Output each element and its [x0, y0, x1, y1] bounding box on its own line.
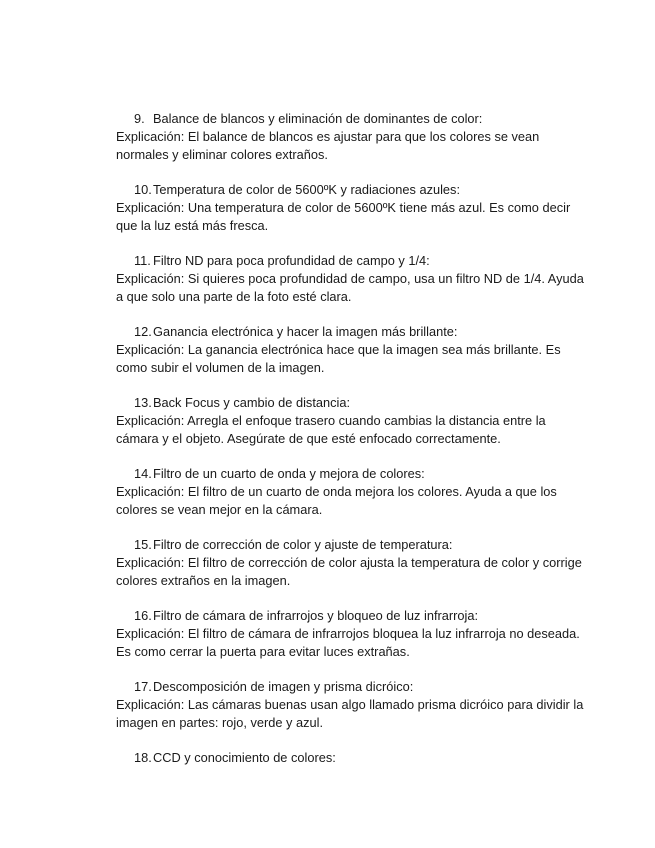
item-number: 14. [134, 466, 152, 481]
item-number: 18. [134, 750, 152, 765]
list-item [116, 110, 586, 164]
item-explanation: Explicación: Una temperatura de color de 5600ºK tiene más azul. Es como decir que la luz está más fresca. [116, 200, 571, 233]
item-number: 17. [134, 679, 152, 694]
item-explanation: Explicación: El filtro de cámara de infrarrojos bloquea la luz infrarroja no deseada. Es como cerrar la puerta para evitar luces extrañas. [116, 626, 580, 659]
item-heading [116, 323, 586, 341]
list-item [116, 181, 586, 235]
item-title: Ganancia electrónica y hacer la imagen más brillante: [153, 324, 458, 339]
item-explanation: Explicación: El filtro de corrección de color ajusta la temperatura de color y corrige colores extraños en la imagen. [116, 555, 582, 588]
item-title: Descomposición de imagen y prisma dicróico: [153, 679, 414, 694]
item-explanation: Explicación: El filtro de un cuarto de onda mejora los colores. Ayuda a que los colores se vean mejor en la cámara. [116, 484, 557, 517]
item-number: 16. [134, 608, 152, 623]
item-explanation: Explicación: Arregla el enfoque trasero cuando cambias la distancia entre la cámara y el objeto. Asegúrate de que esté enfocado correctamente. [116, 413, 546, 446]
item-explanation: Explicación: La ganancia electrónica hace que la imagen sea más brillante. Es como subir el volumen de la imagen. [116, 342, 561, 375]
item-title: Filtro de corrección de color y ajuste de temperatura: [153, 537, 453, 552]
item-title: Back Focus y cambio de distancia: [153, 395, 351, 410]
item-explanation: Explicación: Las cámaras buenas usan algo llamado prisma dicróico para dividir la imagen en partes: rojo, verde y azul. [116, 697, 584, 730]
item-heading [116, 749, 586, 767]
item-heading [116, 394, 586, 412]
item-explanation: Explicación: Si quieres poca profundidad de campo, usa un filtro ND de 1/4. Ayuda a que solo una parte de la foto esté clara. [116, 271, 584, 304]
item-title: Filtro de un cuarto de onda y mejora de colores: [153, 466, 425, 481]
item-title: Temperatura de color de 5600ºK y radiaciones azules: [153, 182, 460, 197]
list-item [116, 607, 586, 661]
item-number: 15. [134, 537, 152, 552]
item-heading [116, 181, 586, 199]
list-item [116, 252, 586, 306]
item-heading [116, 110, 586, 128]
list-item [116, 678, 586, 732]
list-item [116, 323, 586, 377]
item-heading [116, 607, 586, 625]
item-title: CCD y conocimiento de colores: [153, 750, 336, 765]
item-number: 11. [134, 253, 151, 268]
item-number: 13. [134, 395, 152, 410]
list-item [116, 536, 586, 590]
item-number: 10. [134, 182, 152, 197]
item-heading [116, 536, 586, 554]
numbered-list [116, 110, 586, 784]
item-title: Filtro ND para poca profundidad de campo y 1/4: [153, 253, 430, 268]
list-item [116, 394, 586, 448]
item-number: 12. [134, 324, 152, 339]
item-heading [116, 465, 586, 483]
item-title: Filtro de cámara de infrarrojos y bloqueo de luz infrarroja: [153, 608, 479, 623]
item-explanation: Explicación: El balance de blancos es ajustar para que los colores se vean normales y eliminar colores extraños. [116, 129, 540, 162]
item-title: Balance de blancos y eliminación de dominantes de color: [153, 111, 483, 126]
list-item [116, 465, 586, 519]
item-heading [116, 252, 586, 270]
item-heading [116, 678, 586, 696]
item-number: 9. [134, 111, 145, 126]
list-item [116, 749, 586, 767]
